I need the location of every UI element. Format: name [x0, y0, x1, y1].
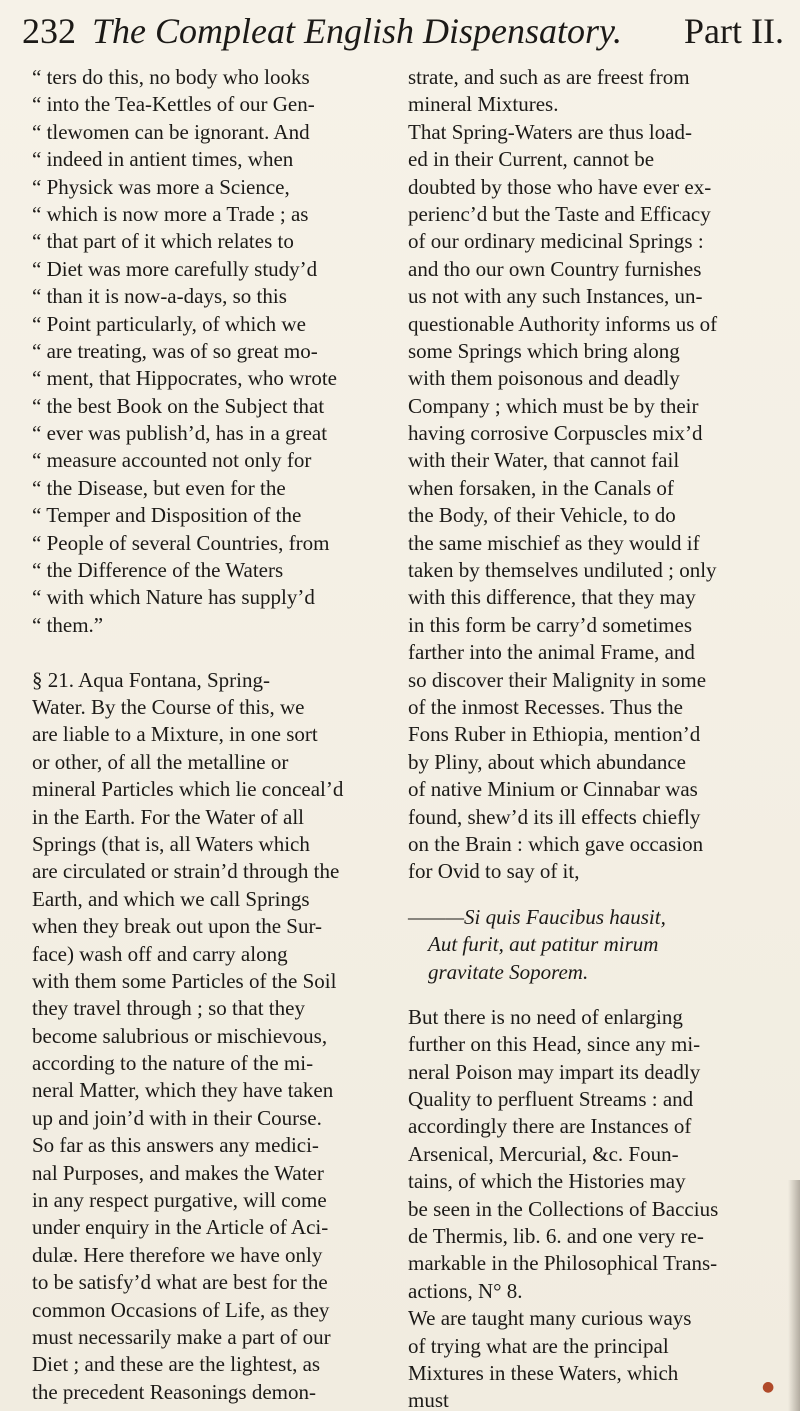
text-line: in any respect purgative, will come [32, 1188, 327, 1213]
text-line: questionable Authority informs us of [408, 311, 718, 336]
text-line: “ are treating, was of so great mo- [32, 338, 318, 363]
text-line: the Body, of their Vehicle, to do [408, 503, 676, 528]
text-line: Water. By the Course of this, we [32, 694, 305, 719]
text-line: markable in the Philosophical Trans- [408, 1251, 718, 1276]
text-line: with them some Particles of the Soil [32, 968, 337, 993]
text-line: So far as this answers any medici- [32, 1133, 319, 1158]
text-line: Diet ; and these are the lightest, as [32, 1352, 321, 1377]
text-line: mineral Particles which lie conceal’d [32, 777, 344, 802]
text-line: “ with which Nature has supply’d [32, 585, 315, 610]
text-line: are liable to a Mixture, in one sort [32, 722, 318, 747]
right-column-text-continued [408, 1004, 788, 1411]
text-line: by Pliny, about which abundance [408, 749, 686, 774]
text-line: But there is no need of enlarging [408, 1004, 683, 1029]
text-line: of trying what are the principal [408, 1333, 669, 1358]
text-line: common Occasions of Life, as they [32, 1297, 330, 1322]
text-line: mineral Mixtures. [408, 92, 559, 117]
text-line: “ them.” [32, 612, 104, 637]
text-line: “ than it is now-a-days, so this [32, 284, 287, 309]
text-line: according to the nature of the mi- [32, 1051, 314, 1076]
text-line: de Thermis, lib. 6. and one very re- [408, 1224, 704, 1249]
text-line: Fons Ruber in Ethiopia, mention’d [408, 722, 701, 747]
text-line: face) wash off and carry along [32, 941, 288, 966]
text-line: dulæ. Here therefore we have only [32, 1242, 323, 1267]
text-line: tains, of which the Histories may [408, 1169, 686, 1194]
text-line: “ ever was publish’d, has in a great [32, 421, 328, 446]
text-line: “ People of several Countries, from [32, 530, 330, 555]
text-line: “ Point particularly, of which we [32, 311, 306, 336]
text-line: “ Physick was more a Science, [32, 174, 290, 199]
text-line: be seen in the Collections of Baccius [408, 1196, 719, 1221]
page-number: 232 [22, 11, 76, 51]
text-line: We are taught many curious ways [408, 1306, 692, 1331]
text-line: That Spring-Waters are thus load- [408, 119, 693, 144]
text-line: strate, and such as are freest from [408, 65, 690, 89]
text-line: must [408, 1388, 449, 1411]
text-line: “ measure accounted not only for [32, 448, 312, 473]
text-line: Quality to perfluent Streams : and [408, 1087, 694, 1112]
text-line: in this form be carry’d sometimes [408, 612, 693, 637]
text-line: of the inmost Recesses. Thus the [408, 694, 683, 719]
part-label: Part II. [684, 11, 784, 51]
text-line: with them poisonous and deadly [408, 366, 680, 391]
text-line: must necessarily make a part of our [32, 1324, 331, 1349]
text-line: “ Diet was more carefully study’d [32, 256, 318, 281]
text-line: doubted by those who have ever ex- [408, 174, 712, 199]
text-line: Earth, and which we call Springs [32, 886, 310, 911]
text-line: so discover their Malignity in some [408, 667, 707, 692]
ink-mark: ● [762, 1379, 775, 1395]
text-line: “ ters do this, no body who looks [32, 65, 310, 89]
text-line: of native Minium or Cinnabar was [408, 777, 698, 802]
verse-line: Aut furit, aut patitur mirum [428, 932, 659, 957]
text-line: “ ment, that Hippocrates, who wrote [32, 366, 337, 391]
text-line: found, shew’d its ill effects chiefly [408, 804, 701, 829]
text-line: with this difference, that they may [408, 585, 696, 610]
text-line: Mixtures in these Waters, which [408, 1360, 679, 1385]
text-line: become salubrious or mischievous, [32, 1023, 328, 1048]
text-line: “ indeed in antient times, when [32, 147, 294, 172]
text-line: “ Temper and Disposition of the [32, 503, 302, 528]
text-line: with their Water, that cannot fail [408, 448, 680, 473]
text-line: the same mischief as they would if [408, 530, 700, 555]
text-line: “ tlewomen can be ignorant. And [32, 119, 310, 144]
text-line: some Springs which bring along [408, 338, 680, 363]
text-line: are circulated or strain’d through the [32, 859, 340, 884]
text-line [32, 639, 402, 666]
text-line: or other, of all the metalline or [32, 749, 289, 774]
text-line: neral Poison may impart its deadly [408, 1059, 701, 1084]
text-line: “ into the Tea-Kettles of our Gen- [32, 92, 315, 117]
text-line: Company ; which must be by their [408, 393, 699, 418]
verse-line: ———Si quis Faucibus hausit, [408, 904, 666, 929]
text-line: “ which is now more a Trade ; as [32, 201, 309, 226]
text-line: ed in their Current, cannot be [408, 147, 655, 172]
text-line: to be satisfy’d what are best for the [32, 1270, 328, 1295]
latin-verse [408, 904, 788, 986]
page-edge-shadow [788, 1180, 800, 1411]
text-line: us not with any such Instances, un- [408, 284, 703, 309]
text-line: “ the Disease, but even for the [32, 475, 286, 500]
text-line: further on this Head, since any mi- [408, 1032, 701, 1057]
text-line: they travel through ; so that they [32, 996, 305, 1021]
text-line: actions, N° 8. [408, 1278, 523, 1303]
text-line: the precedent Reasonings demon- [32, 1379, 316, 1404]
text-line: taken by themselves undiluted ; only [408, 558, 717, 583]
text-line: up and join’d with in their Course. [32, 1105, 322, 1130]
right-column [408, 64, 788, 1411]
text-line: when forsaken, in the Canals of [408, 475, 674, 500]
text-line: on the Brain : which gave occasion [408, 831, 704, 856]
text-line: under enquiry in the Article of Aci- [32, 1215, 329, 1240]
verse-line: gravitate Soporem. [428, 959, 589, 984]
text-line: “ the best Book on the Subject that [32, 393, 325, 418]
text-line: accordingly there are Instances of [408, 1114, 692, 1139]
right-column-text [408, 64, 788, 886]
text-line: “ that part of it which relates to [32, 229, 294, 254]
text-line: farther into the animal Frame, and [408, 640, 695, 665]
text-line: in the Earth. For the Water of all [32, 804, 305, 829]
text-line: § 21. Aqua Fontana, Spring- [32, 667, 270, 692]
text-line: and tho our own Country furnishes [408, 256, 702, 281]
text-line: Arsenical, Mercurial, &c. Foun- [408, 1141, 679, 1166]
text-line: when they break out upon the Sur- [32, 914, 323, 939]
text-line: for Ovid to say of it, [408, 859, 580, 884]
text-line: nal Purposes, and makes the Water [32, 1160, 324, 1185]
running-header [22, 8, 784, 60]
text-line: perienc’d but the Taste and Efficacy [408, 201, 711, 226]
text-line: Springs (that is, all Waters which [32, 831, 310, 856]
text-line: “ the Difference of the Waters [32, 558, 284, 583]
text-line: of our ordinary medicinal Springs : [408, 229, 704, 254]
text-line: neral Matter, which they have taken [32, 1078, 334, 1103]
text-line: having corrosive Corpuscles mix’d [408, 421, 703, 446]
running-title: The Compleat English Dispensatory. [92, 11, 622, 51]
left-column [32, 64, 402, 1406]
